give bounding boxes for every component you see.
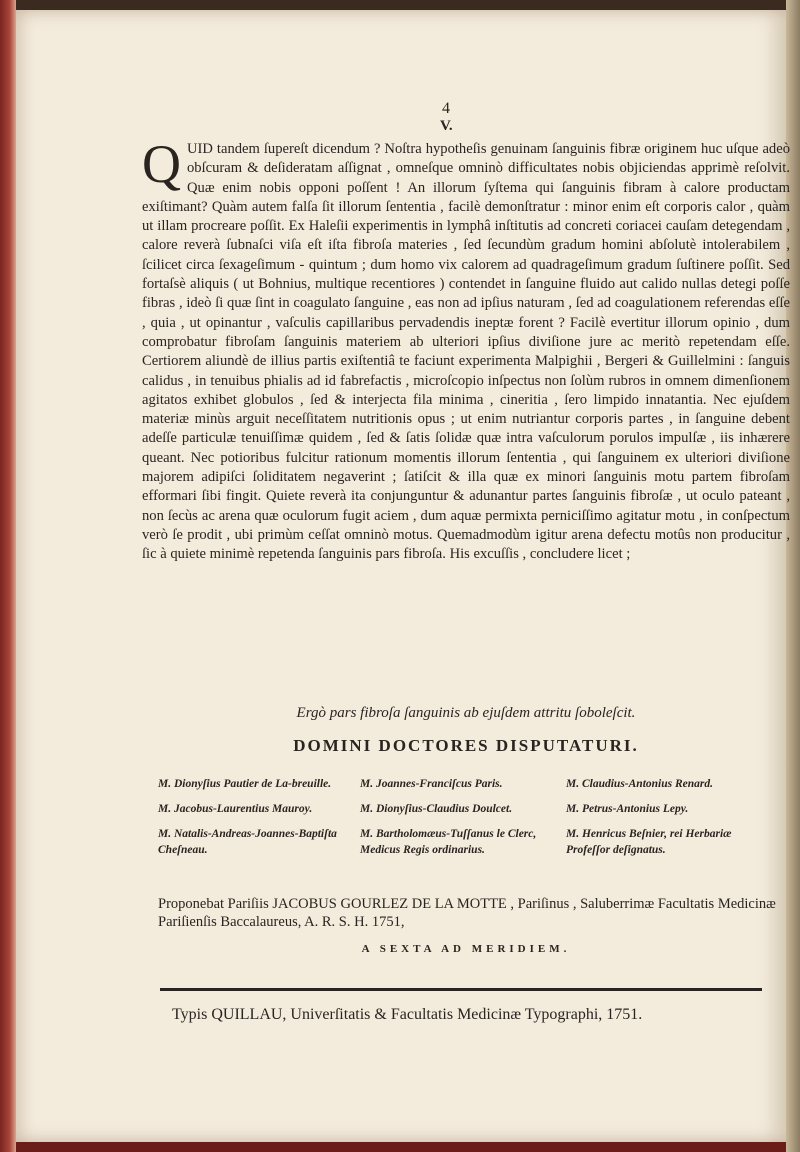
time-line: A SEXTA AD MERIDIEM.	[361, 943, 571, 955]
book-spine	[0, 0, 16, 1152]
conclusion-line: Ergò pars fibroſa ſanguinis ab ejuſdem attritu ſoboleſcit.	[296, 705, 636, 721]
section-number: V.	[440, 118, 453, 134]
doctor-name: M. Jacobus-Laurentius Mauroy.	[158, 803, 313, 815]
page-number: 4	[442, 100, 450, 117]
body-paragraph: UID tandem ſupereſt dicendum ? Noſtra hypotheſis genuinam ſanguinis fibræ originem huc uſque adeò obſcuram & deſideratam aſſignat , omneſque omninò difficultates nobis objiciendas apprimè reſolvit. Quæ enim nobis opponi poſſent ! An illorum ſyſtema qui ſanguinis fibram à calore productam exiſtimant? Quàm autem falſa ſit illorum ſententia , facilè demonſtratur : minor enim eſt corporis calor , quàm ut illam procreare poſſit. Ex Haleſii experimentis in lymphâ inſtitutis ad concreti coriacei cauſam detegendam , calore reverà ſubnaſci viſa eſt iſta fibroſa materies , ſed ſecundùm gradum homini abſolutè intolerabilem , ſcilicet circa ſexageſimum - quintum ; dum homo vix calorem ad quadrageſimum gradum ſuſtinere poſſit. Sed fortaſsè aliquis ( ut Bohnius, multique recentiores ) contendet in ſanguine fluido aut calido nullas detegi poſſe fibras , ideò ſi quæ ſint in coagulato ſanguine , eas non ad ipſius naturam , ſed ad coagulationem referendas eſſe , quia , ut opinantur , vaſculis capillaribus pervadendis ineptæ forent ? Facilè evertitur illorum opinio , dum comprobatur fibroſam ſanguinis materiem ab ulteriori ipſius diviſione jure ac meritò repetendam eſſe. Certiorem aliundè de illius partis exiſtentiâ te faciunt experimenta Malpighii , Bergeri & Guillelmini : ſanguis calidus , in tenuibus phialis ad id fabrefactis , microſcopio inſpectus non ſolùm rubros in omnem dimenſionem agitatos exhibet globulos , ſed & interjecta fila minima , cineritia , ſero limpido innatantia. Nec ejuſdem materiæ minùs arguit neceſſitatem nutritionis opus ; ut enim nutriantur corporis partes , in ſanguine debent adeſſe particulæ tenuiſſimæ quidem , ſed & ſatis ſolidæ quæ intra vaſculorum porulos impulſæ , iis inhærere queant. Nec potioribus fulcitur rationum momentis illorum ſententia , qui ſanguinem ex ulteriori diviſione majorem adipiſci ſoliditatem negaverint ; ſatiſcit & illa quæ ex minori ſanguinis motu partem fibroſam efformari ſibi fingit. Quiete reverà ita conjunguntur & adunantur partes ſanguinis fibroſæ , ut oculo pateant , non ſecùs ac arena quæ oculorum fugit aciem , dum aquæ permixta perniciſſimo agitatur motu , in conſpectum verò ſe prodit , ubi primùm ceſſat omninò motus. Quemadmodùm igitur arena defectu motûs non producitur , ſic à quiete minimè repetenda ſanguinis pars fibroſa. His excuſſis , concludere licet ;	[142, 141, 790, 563]
doctor-name: M. Natalis-Andreas-Joannes-Baptiſta Cheſneau.	[158, 828, 337, 856]
doctor-name: M. Dionyſius-Claudius Doulcet.	[360, 803, 513, 815]
doctor-name: M. Joannes-Franciſcus Paris.	[360, 778, 503, 790]
doctor-name: M. Claudius-Antonius Renard.	[566, 778, 714, 790]
doctor-name: M. Bartholomæus-Tuſſanus le Clerc, Medicus Regis ordinarius.	[360, 828, 537, 856]
proposer-text: Proponebat Pariſiis JACOBUS GOURLEZ DE LA MOTTE , Pariſinus , Saluberrimæ Facultatis Medicinæ Pariſienſis Baccalaureus, A. R. S. H. 1751,	[158, 896, 776, 930]
doctors-row	[158, 826, 790, 858]
body-text	[142, 134, 790, 565]
doctor-name: M. Petrus-Antonius Lepy.	[566, 803, 689, 815]
drop-cap: Q	[142, 134, 181, 194]
doctors-heading: DOMINI DOCTORES DISPUTATURI.	[293, 736, 639, 755]
doctor-name: M. Dionyſius Pautier de La-breuille.	[158, 778, 332, 790]
divider-rule	[160, 988, 762, 991]
doctors-row	[158, 801, 790, 817]
doctor-name: M. Henricus Beſnier, rei Herbariæ Profeſſor deſignatus.	[566, 828, 732, 856]
doctors-row	[158, 776, 790, 792]
doctors-list	[158, 776, 790, 867]
printer-imprint: Typis QUILLAU, Univerſitatis & Facultatis Medicinæ Typographi, 1751.	[172, 1006, 643, 1023]
